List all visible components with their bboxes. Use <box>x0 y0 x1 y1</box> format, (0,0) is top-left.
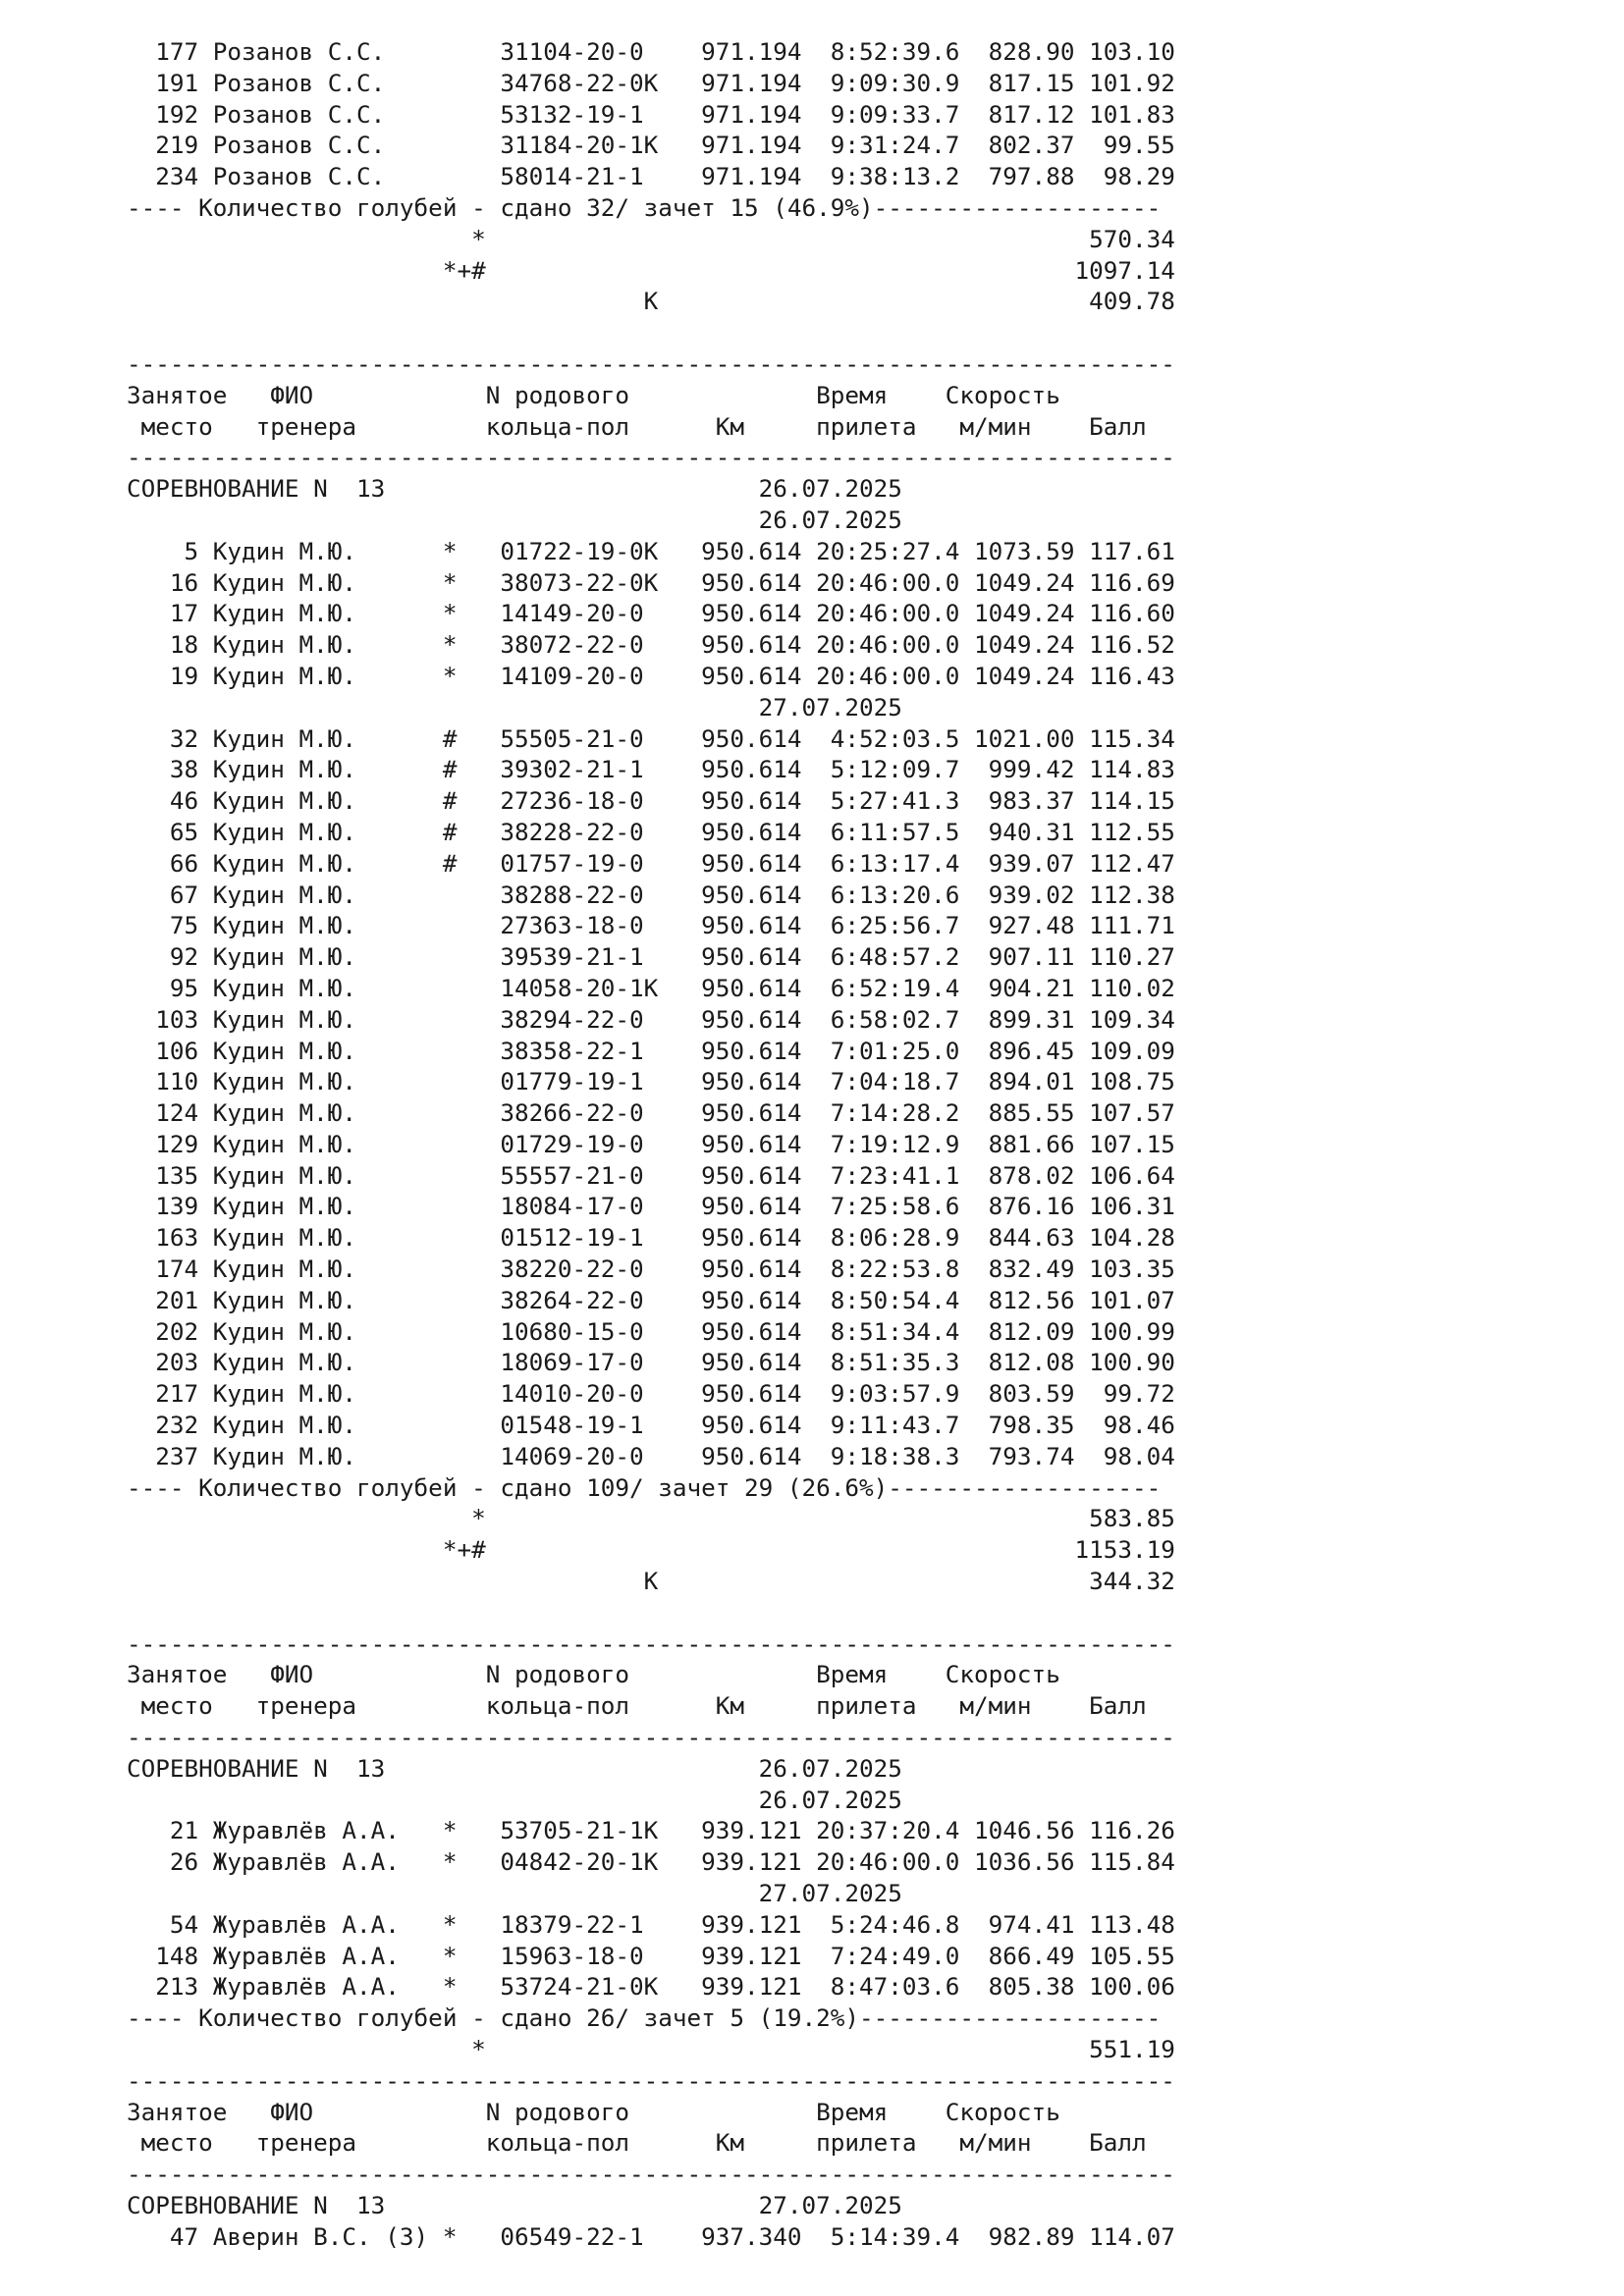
report-line: ------------------------------------------------------------------------- <box>127 348 1175 378</box>
report-line: ------------------------------------------------------------------------- <box>127 443 1175 472</box>
report-line: место тренера кольца-пол Км прилета м/мин Балл <box>127 411 1147 441</box>
report-line: 27.07.2025 <box>127 692 902 721</box>
report-line: К 344.32 <box>127 1567 1175 1596</box>
report-line: 47 Аверин В.С. (З) * 06549-22-1 937.340 5:14:39.4 982.89 114.07 <box>127 2221 1175 2251</box>
report-line <box>127 317 1175 348</box>
report-line: 106 Кудин М.Ю. 38358-22-1 950.614 7:01:25.0 896.45 109.09 <box>127 1036 1175 1065</box>
report-line: 219 Розанов С.С. 31184-20-1К 971.194 9:31:24.7 802.37 99.55 <box>127 131 1175 160</box>
report-line: 148 Журавлёв А.А. * 15963-18-0 939.121 7:24:49.0 866.49 105.55 <box>127 1941 1175 1970</box>
report-line: 92 Кудин М.Ю. 39539-21-1 950.614 6:48:57.2 907.11 110.27 <box>127 942 1175 972</box>
report-line: место тренера кольца-пол Км прилета м/мин Балл <box>127 2128 1147 2158</box>
report-line: 202 Кудин М.Ю. 10680-15-0 950.614 8:51:34.4 812.09 100.99 <box>127 1316 1175 1346</box>
report-line: 192 Розанов С.С. 53132-19-1 971.194 9:09:33.7 817.12 101.83 <box>127 99 1175 129</box>
results-printout <box>127 36 1175 2253</box>
report-line: ------------------------------------------------------------------------- <box>127 2065 1175 2095</box>
report-line: Занятое ФИО N родового Время Скорость <box>127 1660 1060 1689</box>
report-line: 163 Кудин М.Ю. 01512-19-1 950.614 8:06:28.9 844.63 104.28 <box>127 1223 1175 1253</box>
report-line: 75 Кудин М.Ю. 27363-18-0 950.614 6:25:56.7 927.48 111.71 <box>127 911 1175 940</box>
report-line: ------------------------------------------------------------------------- <box>127 2160 1175 2189</box>
report-line: * 551.19 <box>127 2035 1175 2063</box>
report-line: 234 Розанов С.С. 58014-21-1 971.194 9:38:13.2 797.88 98.29 <box>127 162 1175 191</box>
report-line: 65 Кудин М.Ю. # 38228-22-0 950.614 6:11:57.5 940.31 112.55 <box>127 817 1175 846</box>
report-line: 217 Кудин М.Ю. 14010-20-0 950.614 9:03:57.9 803.59 99.72 <box>127 1379 1175 1409</box>
report-line: К 409.78 <box>127 287 1175 316</box>
report-line: ------------------------------------------------------------------------- <box>127 1629 1175 1658</box>
report-line: *+# 1153.19 <box>127 1535 1175 1565</box>
report-line: 54 Журавлёв А.А. * 18379-22-1 939.121 5:24:46.8 974.41 113.48 <box>127 1909 1175 1939</box>
report-line: 18 Кудин М.Ю. * 38072-22-0 950.614 20:46:00.0 1049.24 116.52 <box>127 630 1175 660</box>
report-line: 26 Журавлёв А.А. * 04842-20-1К 939.121 20:46:00.0 1036.56 115.84 <box>127 1847 1175 1877</box>
report-line: 201 Кудин М.Ю. 38264-22-0 950.614 8:50:54.4 812.56 101.07 <box>127 1285 1175 1314</box>
report-line: 203 Кудин М.Ю. 18069-17-0 950.614 8:51:35.3 812.08 100.90 <box>127 1348 1175 1377</box>
report-line: 21 Журавлёв А.А. * 53705-21-1К 939.121 20:37:20.4 1046.56 116.26 <box>127 1816 1175 1845</box>
report-line: ---- Количество голубей - сдано 109/ зачет 29 (26.6%)------------------- <box>127 1472 1162 1502</box>
report-line: 177 Розанов С.С. 31104-20-0 971.194 8:52:39.6 828.90 103.10 <box>127 37 1175 66</box>
report-line: 232 Кудин М.Ю. 01548-19-1 950.614 9:11:43.7 798.35 98.46 <box>127 1411 1175 1440</box>
report-line: 95 Кудин М.Ю. 14058-20-1К 950.614 6:52:19.4 904.21 110.02 <box>127 973 1175 1002</box>
report-line: СОРЕВНОВАНИЕ N 13 26.07.2025 <box>127 1753 902 1783</box>
report-line: 135 Кудин М.Ю. 55557-21-0 950.614 7:23:41.1 878.02 106.64 <box>127 1160 1175 1190</box>
report-line: *+# 1097.14 <box>127 255 1175 285</box>
report-line: Занятое ФИО N родового Время Скорость <box>127 2097 1060 2126</box>
report-line: 174 Кудин М.Ю. 38220-22-0 950.614 8:22:53.8 832.49 103.35 <box>127 1255 1175 1284</box>
report-line: Занятое ФИО N родового Время Скорость <box>127 380 1060 409</box>
report-line: 26.07.2025 <box>127 505 902 534</box>
report-line: 110 Кудин М.Ю. 01779-19-1 950.614 7:04:18.7 894.01 108.75 <box>127 1067 1175 1096</box>
report-line: 46 Кудин М.Ю. # 27236-18-0 950.614 5:27:41.3 983.37 114.15 <box>127 786 1175 816</box>
report-line: ------------------------------------------------------------------------- <box>127 1723 1175 1752</box>
report-line: 237 Кудин М.Ю. 14069-20-0 950.614 9:18:38.3 793.74 98.04 <box>127 1441 1175 1470</box>
report-line: 32 Кудин М.Ю. # 55505-21-0 950.614 4:52:03.5 1021.00 115.34 <box>127 723 1175 753</box>
report-line: СОРЕВНОВАНИЕ N 13 27.07.2025 <box>127 2190 902 2219</box>
report-line: 27.07.2025 <box>127 1879 902 1908</box>
report-line: 139 Кудин М.Ю. 18084-17-0 950.614 7:25:58.6 876.16 106.31 <box>127 1192 1175 1221</box>
report-line: 103 Кудин М.Ю. 38294-22-0 950.614 6:58:02.7 899.31 109.34 <box>127 1004 1175 1034</box>
report-line: ---- Количество голубей - сдано 26/ зачет 5 (19.2%)--------------------- <box>127 2003 1162 2033</box>
report-line: 129 Кудин М.Ю. 01729-19-0 950.614 7:19:12.9 881.66 107.15 <box>127 1129 1175 1158</box>
report-line: 124 Кудин М.Ю. 38266-22-0 950.614 7:14:28.2 885.55 107.57 <box>127 1098 1175 1128</box>
report-line: 17 Кудин М.Ю. * 14149-20-0 950.614 20:46:00.0 1049.24 116.60 <box>127 599 1175 628</box>
report-line: СОРЕВНОВАНИЕ N 13 26.07.2025 <box>127 474 902 504</box>
report-line: 26.07.2025 <box>127 1785 902 1814</box>
report-line: 38 Кудин М.Ю. # 39302-21-1 950.614 5:12:09.7 999.42 114.83 <box>127 755 1175 784</box>
report-line: 19 Кудин М.Ю. * 14109-20-0 950.614 20:46:00.0 1049.24 116.43 <box>127 661 1175 690</box>
report-line: 213 Журавлёв А.А. * 53724-21-0К 939.121 8:47:03.6 805.38 100.06 <box>127 1972 1175 2002</box>
report-line: 16 Кудин М.Ю. * 38073-22-0К 950.614 20:46:00.0 1049.24 116.69 <box>127 567 1175 597</box>
report-line: 5 Кудин М.Ю. * 01722-19-0К 950.614 20:25:27.4 1073.59 117.61 <box>127 536 1175 565</box>
report-line: * 570.34 <box>127 224 1175 253</box>
report-line: 67 Кудин М.Ю. 38288-22-0 950.614 6:13:20.6 939.02 112.38 <box>127 880 1175 909</box>
report-line: место тренера кольца-пол Км прилета м/мин Балл <box>127 1691 1147 1721</box>
report-line: 66 Кудин М.Ю. # 01757-19-0 950.614 6:13:17.4 939.07 112.47 <box>127 848 1175 878</box>
report-line: 191 Розанов С.С. 34768-22-0К 971.194 9:09:30.9 817.15 101.92 <box>127 68 1175 97</box>
report-line: ---- Количество голубей - сдано 32/ зачет 15 (46.9%)-------------------- <box>127 192 1162 222</box>
report-line <box>127 1597 1175 1629</box>
report-line: * 583.85 <box>127 1504 1175 1533</box>
